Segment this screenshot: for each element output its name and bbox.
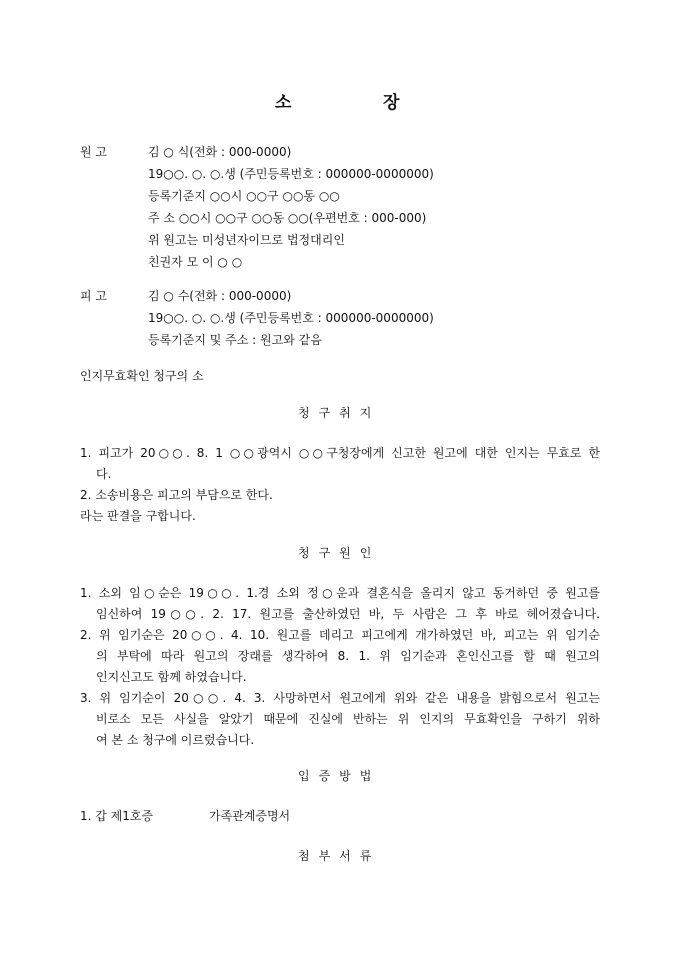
claim-purpose-heading: 청구취지 — [298, 406, 381, 420]
plaintiff-birth-line: 19○○. ○. ○.생 (주민등록번호 : 000000-0000000) — [148, 167, 434, 181]
defendant-birth-line: 19○○. ○. ○.생 (주민등록번호 : 000000-0000000) — [148, 311, 434, 325]
defendant-role-label: 피 고 — [80, 289, 107, 303]
plaintiff-minor-note: 위 원고는 미성년자이므로 법정대리인 — [148, 233, 345, 247]
claim-cause-item-1-line2: 임신하여 19○○. 2. 17. 원고를 출산하였던 바, 두 사람은 그 후 바로 헤어졌습니다. — [96, 607, 600, 621]
claim-cause-item-2-line2: 의 부탁에 따라 원고의 장래를 생각하여 8. 1. 위 임기순과 혼인신고를 할 때 원고의 — [96, 649, 600, 663]
claim-cause-item-3-line3: 여 본 소 청구에 이르렀습니다. — [96, 733, 255, 747]
plaintiff-guardian-line: 친권자 모 이 ○ ○ — [148, 255, 243, 269]
claim-purpose-item-2: 2. 소송비용은 피고의 부담으로 한다. — [80, 488, 273, 502]
defendant-address-line: 등록기준지 및 주소 : 원고와 같음 — [148, 333, 322, 347]
plaintiff-name-line: 김 ○ 식(전화 : 000-0000) — [148, 145, 292, 159]
claim-purpose-item-1-cont: 다. — [96, 467, 112, 481]
claim-cause-item-3-line1: 3. 위 임기순이 20○○. 4. 3. 사망하면서 원고에게 위와 같은 내용을 밝힘으로서 원고는 — [80, 691, 600, 705]
page-title-left: 소 — [275, 93, 292, 113]
plaintiff-domicile-line: 등록기준지 ○○시 ○○구 ○○동 ○○ — [148, 189, 340, 203]
claim-cause-item-2-line3: 인지신고도 함께 하였습니다. — [96, 670, 247, 684]
defendant-name-line: 김 ○ 수(전화 : 000-0000) — [148, 289, 292, 303]
plaintiff-role-label: 원 고 — [80, 145, 107, 159]
claim-purpose-closing: 라는 판결을 구합니다. — [80, 509, 196, 523]
page-title-right: 장 — [383, 93, 400, 113]
attachments-heading: 첨부서류 — [298, 849, 381, 863]
claim-cause-item-1-line1: 1. 소외 임○순은 19○○. 1.경 소외 정○운과 결혼식을 올리지 않고 동거하던 중 원고를 — [80, 586, 600, 600]
plaintiff-address-line: 주 소 ○○시 ○○구 ○○동 ○○(우편번호 : 000-000) — [148, 211, 427, 225]
case-name: 인지무효확인 청구의 소 — [80, 369, 204, 383]
evidence-item-number: 1. 갑 제1호증 — [80, 809, 154, 823]
evidence-heading: 입증방법 — [298, 769, 381, 783]
claim-cause-item-3-line2: 비로소 모든 사실을 알았기 때문에 진실에 반하는 위 인지의 무효확인을 구하기 위하 — [96, 712, 600, 726]
claim-cause-item-2-line1: 2. 위 임기순은 20○○. 4. 10. 원고를 데리고 피고에게 개가하였던 바, 피고는 위 임기순 — [80, 628, 600, 642]
evidence-item-document: 가족관계증명서 — [209, 809, 291, 823]
claim-cause-heading: 청구원인 — [298, 546, 381, 560]
claim-purpose-item-1: 1. 피고가 20○○. 8. 1 ○○광역시 ○○구청장에게 신고한 원고에 대한 인지는 무효로 한 — [80, 446, 600, 460]
